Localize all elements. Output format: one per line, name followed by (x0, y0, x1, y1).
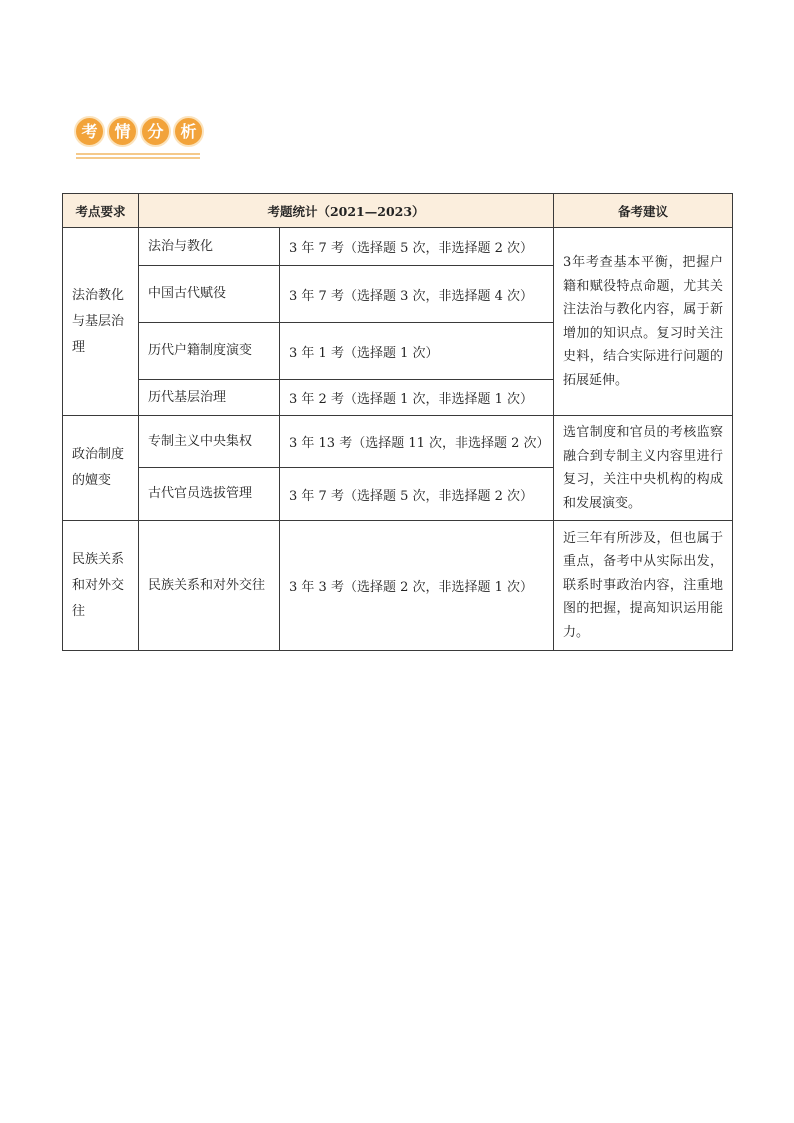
header-advice: 备考建议 (554, 194, 733, 228)
badge-char: 考 (74, 116, 105, 147)
badge-char: 析 (173, 116, 204, 147)
stat-cell: 3 年 1 考（选择题 1 次） (280, 323, 554, 380)
table-row (63, 521, 733, 651)
table-header-row (63, 194, 733, 228)
advice-cell: 3年考查基本平衡，把握户籍和赋役特点命题，尤其关注法治与教化内容，属于新增加的知识点。复习时关注史料，结合实际进行问题的拓展延伸。 (554, 228, 733, 416)
table-row (63, 228, 733, 266)
section-badge (74, 116, 206, 160)
topic-cell: 中国古代赋役 (139, 266, 280, 323)
badge-char: 分 (140, 116, 171, 147)
topic-cell: 民族关系和对外交往 (139, 521, 280, 651)
badge-underline (76, 157, 200, 159)
stat-cell: 3 年 7 考（选择题 5 次，非选择题 2 次） (280, 468, 554, 521)
badge-title (74, 116, 206, 147)
topic-cell: 专制主义中央集权 (139, 416, 280, 468)
badge-underline (76, 153, 200, 155)
stat-cell: 3 年 13 考（选择题 11 次，非选择题 2 次） (280, 416, 554, 468)
exam-analysis-table (62, 193, 733, 651)
category-cell: 民族关系和对外交往 (63, 521, 139, 651)
stat-cell: 3 年 7 考（选择题 5 次，非选择题 2 次） (280, 228, 554, 266)
advice-cell: 近三年有所涉及，但也属于重点，备考中从实际出发，联系时事政治内容，注重地图的把握，提高知识运用能力。 (554, 521, 733, 651)
topic-cell: 历代户籍制度演变 (139, 323, 280, 380)
badge-char: 情 (107, 116, 138, 147)
header-statistics: 考题统计（2021—2023） (139, 194, 554, 228)
stat-cell: 3 年 2 考（选择题 1 次，非选择题 1 次） (280, 380, 554, 416)
stat-cell: 3 年 7 考（选择题 3 次，非选择题 4 次） (280, 266, 554, 323)
table-row (63, 416, 733, 468)
topic-cell: 法治与教化 (139, 228, 280, 266)
category-cell: 政治制度的嬗变 (63, 416, 139, 521)
header-requirement: 考点要求 (63, 194, 139, 228)
topic-cell: 历代基层治理 (139, 380, 280, 416)
topic-cell: 古代官员选拔管理 (139, 468, 280, 521)
stat-cell: 3 年 3 考（选择题 2 次，非选择题 1 次） (280, 521, 554, 651)
advice-cell: 选官制度和官员的考核监察融合到专制主义内容里进行复习，关注中央机构的构成和发展演变。 (554, 416, 733, 521)
category-cell: 法治教化与基层治理 (63, 228, 139, 416)
